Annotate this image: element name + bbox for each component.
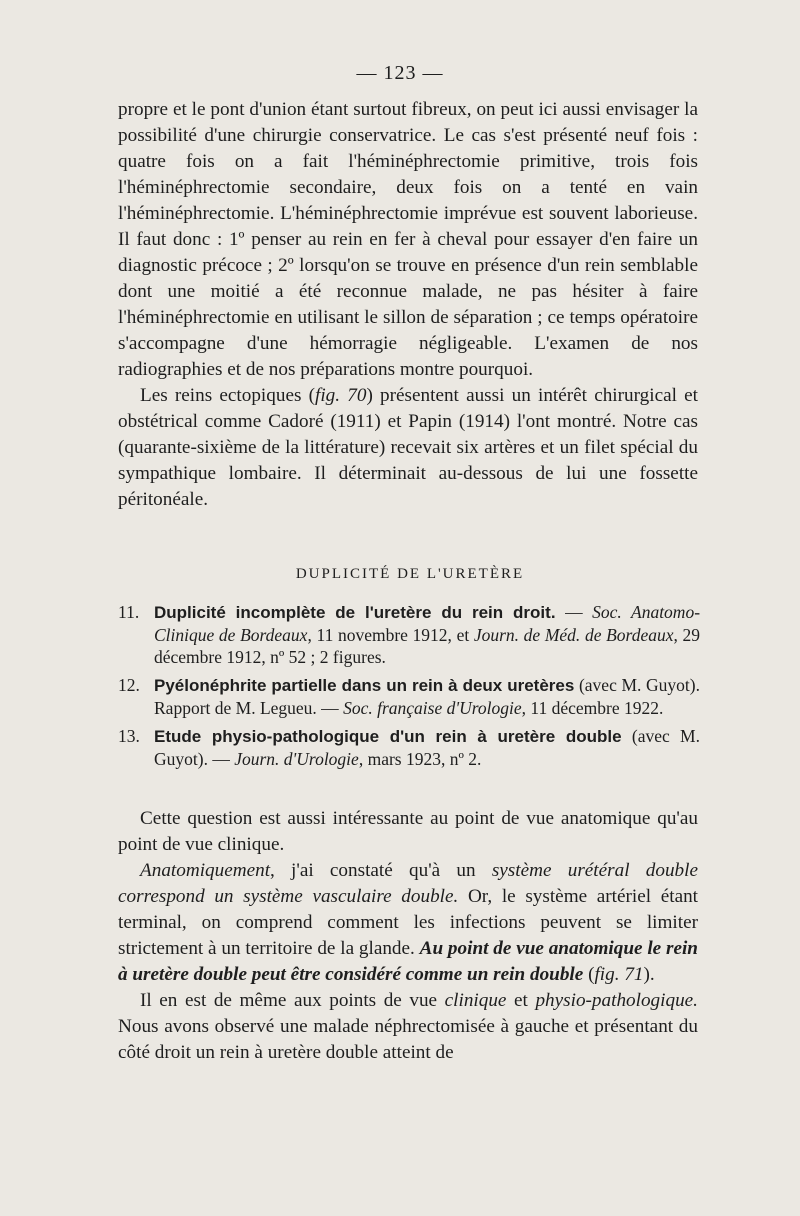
body-text-bottom: [118, 806, 698, 1066]
reference-pre: (avec M. Guyot). —: [154, 726, 700, 769]
reference-title: Etude physio-pathologique d'un rein à uretère double: [154, 727, 622, 746]
page-number: — 123 —: [356, 62, 444, 84]
paragraph-continuation: propre et le pont d'union étant surtout fibreux, on peut ici aussi envisager la possibilité d'une chirurgie conservatrice. Le cas s'est présenté neuf fois : quatre fois on a fait l'héminéphrectomie primitive, trois fois l'héminéphrectomie secondaire, deux fois on a tenté en vain l'héminéphrectomie. L'héminéphrectomie imprévue est souvent laborieuse. Il faut donc : 1º penser au rein en fer à cheval pour essayer d'en faire un diagnostic précoce ; 2º lorsqu'on se trouve en présence d'un rein semblable dont une moitié a été reconnue malade, ne pas hésiter à faire l'héminéphrectomie en utilisant le sillon de séparation ; ce temps opératoire s'accompagne d'une hémorragie négligeable. L'examen de nos radiographies et de nos préparations montre pourquoi.: [118, 99, 698, 380]
section-title: DUPLICITÉ DE L'URETÈRE: [295, 566, 525, 582]
reference-body: [154, 725, 700, 770]
reference-title: Duplicité incomplète de l'uretère du rein droit.: [154, 603, 556, 622]
paragraph-question: Cette question est aussi intéressante au point de vue anatomique qu'au point de vue clinique.: [118, 808, 698, 855]
emphasis-clinique: clinique: [444, 990, 507, 1011]
reference-body: [154, 601, 700, 668]
reference-item: [118, 601, 700, 668]
emphasis-double-system: système urétéral double correspond un système vasculaire double.: [118, 860, 698, 907]
reference-pre: (avec M. Guyot). Rapport de M. Legueu. —: [154, 675, 700, 718]
reference-tail: , mars 1923, nº 2.: [358, 749, 482, 769]
paragraph-anatomy-part-g: ).: [643, 964, 655, 985]
reference-number: 12.: [118, 675, 140, 695]
reference-mid: , 11 novembre 1912, et: [307, 625, 474, 645]
figure-ref-70: fig. 70: [315, 385, 367, 406]
reference-list: [118, 601, 700, 776]
emphasis-anatomiquement: Anatomiquement: [140, 860, 271, 881]
paragraph-anatomy-part-f: (: [583, 964, 595, 985]
reference-item: [118, 674, 700, 719]
paragraph-anatomy-part-d: Or, le système artériel étant terminal, on comprend comment les infections peuvent se limiter strictement à un territoire de la glande.: [118, 886, 699, 959]
emphasis-double-kidney: Au point de vue anatomique le rein à uretère double peut être considéré comme un rein double: [118, 938, 698, 985]
paragraph-ectopic-part-a: Les reins ectopiques (: [140, 385, 316, 406]
paragraph-clinical-part-e: Nous avons observé une malade néphrectomisée à gauche et présentant du côté droit un rein à uretère double atteint de: [118, 1016, 698, 1063]
paragraph-anatomy: [118, 858, 698, 988]
reference-journal: Journ. d'Urologie: [234, 749, 359, 769]
reference-journal: Soc. Anatomo-Clinique de Bordeaux: [154, 602, 701, 645]
reference-number: 11.: [118, 602, 140, 622]
emphasis-physio: physio-pathologique.: [535, 990, 698, 1011]
figure-ref-71: fig. 71: [594, 964, 644, 985]
paragraph-clinical-part-c: et: [506, 990, 536, 1011]
reference-body: [154, 674, 700, 719]
paragraph-ectopic-part-b: ) présentent aussi un intérêt chirurgical et obstétrical comme Cadoré (1911) et Papin (1914) l'ont montré. Notre cas (quarante-sixième de la littérature) recevait six artères et un filet spécial du sympathique lombaire. Il déterminait au-dessous de lui une fossette péritonéale.: [118, 385, 698, 510]
paragraph-clinical-part-a: Il en est de même aux points de vue: [140, 990, 445, 1011]
reference-sep: —: [555, 602, 593, 622]
reference-item: [118, 725, 700, 770]
paragraph-ectopic-kidneys: [118, 383, 698, 513]
reference-title: Pyélonéphrite partielle dans un rein à deux uretères: [154, 676, 575, 695]
reference-journal: Soc. française d'Urologie: [343, 698, 522, 718]
reference-number: 13.: [118, 726, 140, 746]
reference-tail: , 11 décembre 1922.: [521, 698, 664, 718]
reference-tail: , 29 décembre 1912, nº 52 ; 2 figures.: [154, 625, 700, 667]
body-text-top: [118, 97, 698, 513]
paragraph-anatomy-part-b: , j'ai constaté qu'à un: [270, 860, 492, 881]
reference-journal-2: Journ. de Méd. de Bordeaux: [473, 625, 674, 645]
paragraph-clinical: [118, 988, 698, 1066]
